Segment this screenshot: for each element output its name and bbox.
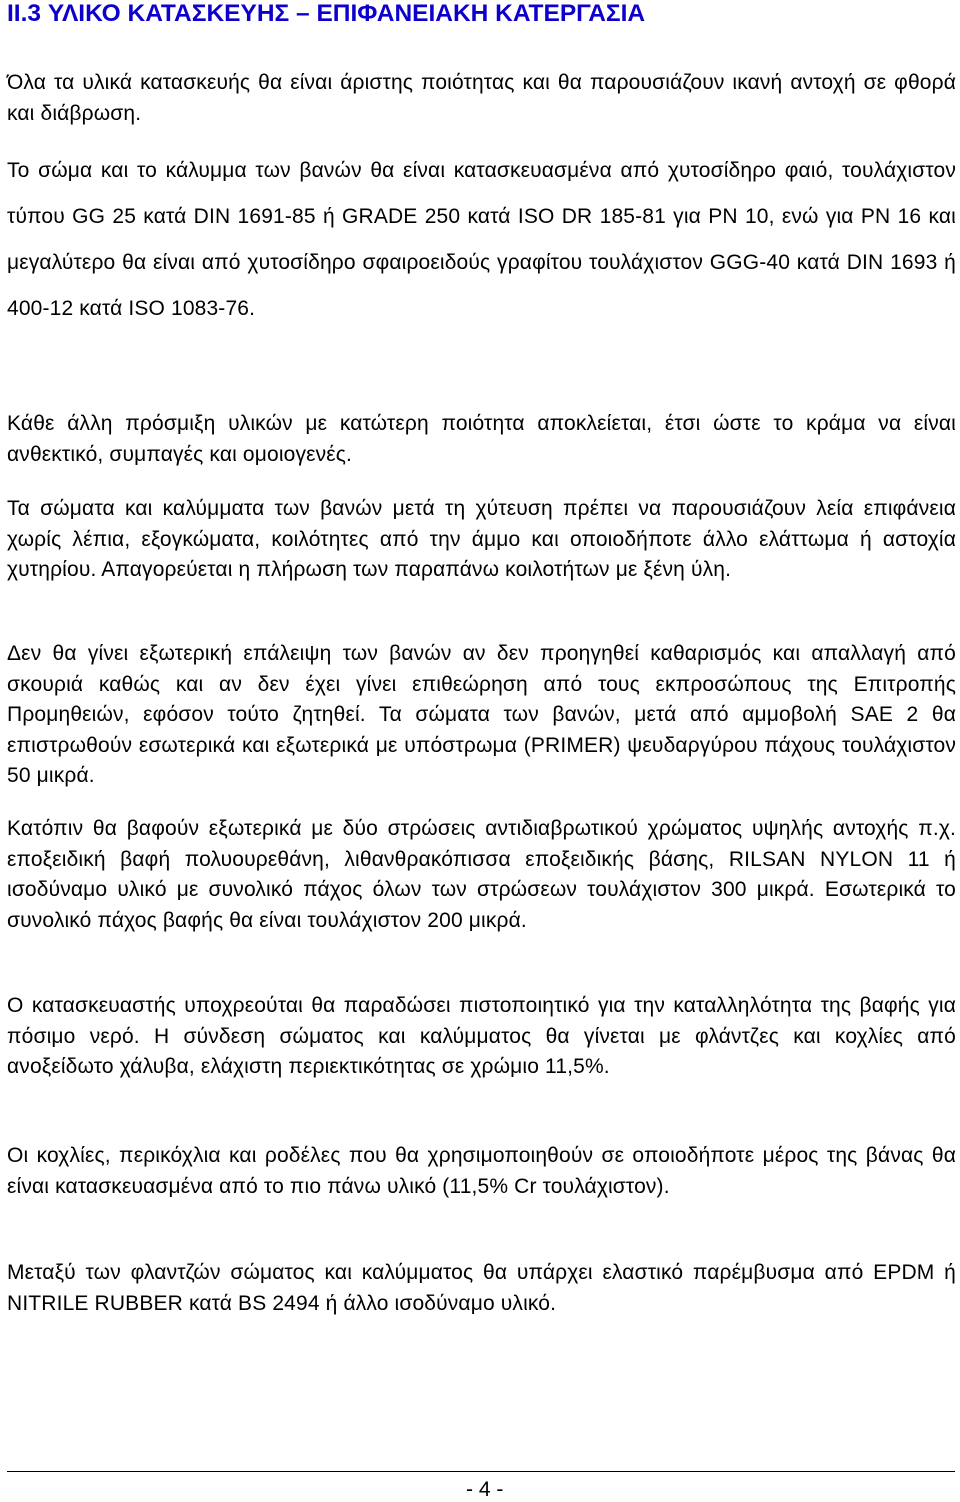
page-number: - 4 -: [466, 1478, 504, 1501]
footer-divider: [7, 1471, 955, 1472]
paragraph-coating-primer: Δεν θα γίνει εξωτερική επάλειψη των βανών αν δεν προηγηθεί καθαρισμός και απαλλαγή από σκουριά καθώς και αν δεν έχει γίνει επιθεώρηση από τους εκπροσώπους της Επιτροπής Προμηθειών, εφόσον τούτο ζητηθεί. Τα σώματα των βανών, μετά από αμμοβολή SAE 2 θα επιστρωθούν εσωτερικά και εξωτερικά με υπόστρωμα (PRIMER) ψευδαργύρου πάχους τουλάχιστον 50 μικρά.: [7, 642, 956, 787]
section-heading: II.3 ΥΛΙΚΟ ΚΑΤΑΣΚΕΥΗΣ – ΕΠΙΦΑΝΕΙΑΚΗ ΚΑΤΕΡΓΑΣΙΑ: [7, 0, 646, 27]
paragraph-materials-quality: Όλα τα υλικά κατασκευής θα είναι άριστης ποιότητας και θα παρουσιάζουν ικανή αντοχή σε φθορά και διάβρωση.: [7, 71, 956, 125]
paragraph-casting-surface: Τα σώματα και καλύμματα των βανών μετά τη χύτευση πρέπει να παρουσιάζουν λεία επιφάνεια χωρίς λέπια, εξογκώματα, κοιλότητες από την άμμο και οποιοδήποτε άλλο ελάττωμα ή αστοχία χυτηρίου. Απαγορεύεται η πλήρωση των παραπάνω κοιλοτήτων με ξένη ύλη.: [7, 497, 956, 581]
paragraph-alloy-quality: Κάθε άλλη πρόσμιξη υλικών με κατώτερη ποιότητα αποκλείεται, έτσι ώστε το κράμα να είναι ανθεκτικό, συμπαγές και ομοιογενές.: [7, 412, 956, 466]
paragraph-gasket: Μεταξύ των φλαντζών σώματος και καλύμματος θα υπάρχει ελαστικό παρέμβυσμα από EPDM ή NITRILE RUBBER κατά BS 2494 ή άλλο ισοδύναμο υλικό.: [7, 1261, 956, 1315]
paragraph-body-cover-material: Το σώμα και το κάλυμμα των βανών θα είναι κατασκευασμένα από χυτοσίδηρο φαιό, τουλάχιστον τύπου GG 25 κατά DIN 1691-85 ή GRADE 250 κατά ISO DR 185-81 για PN 10, ενώ για PN 16 και μεγαλύτερο θα είναι από χυτοσίδηρο σφαιροειδούς γραφίτου τουλάχιστον GGG-40 κατά DIN 1693 ή 400-12 κατά ISO 1083-76.: [7, 159, 956, 320]
paragraph-certificate-bolting: Ο κατασκευαστής υποχρεούται θα παραδώσει πιστοποιητικό για την καταλληλότητα της βαφής για πόσιμο νερό. Η σύνδεση σώματος και καλύμματος θα γίνεται με φλάντζες και κοχλίες από ανοξείδωτο χάλυβα, ελάχιστη περιεκτικότητας σε χρώμιο 11,5%.: [7, 994, 956, 1078]
paragraph-paint-layers: Κατόπιν θα βαφούν εξωτερικά με δύο στρώσεις αντιδιαβρωτικού χρώματος υψηλής αντοχής π.χ. εποξειδική βαφή πολυουρεθάνη, λιθανθρακόπισσα εποξειδικής βάσης, RILSAN NYLON 11 ή ισοδύναμο υλικό με συνολικό πάχος όλων των στρώσεων τουλάχιστον 300 μικρά. Εσωτερικά το συνολικό πάχος βαφής θα είναι τουλάχιστον 200 μικρά.: [7, 817, 956, 932]
paragraph-bolts-nuts: Οι κοχλίες, περικόχλια και ροδέλες που θα χρησιμοποιηθούν σε οποιοδήποτε μέρος της βάνας θα είναι κατασκευασμένα από το πιο πάνω υλικό (11,5% Cr τουλάχιστον).: [7, 1144, 956, 1198]
